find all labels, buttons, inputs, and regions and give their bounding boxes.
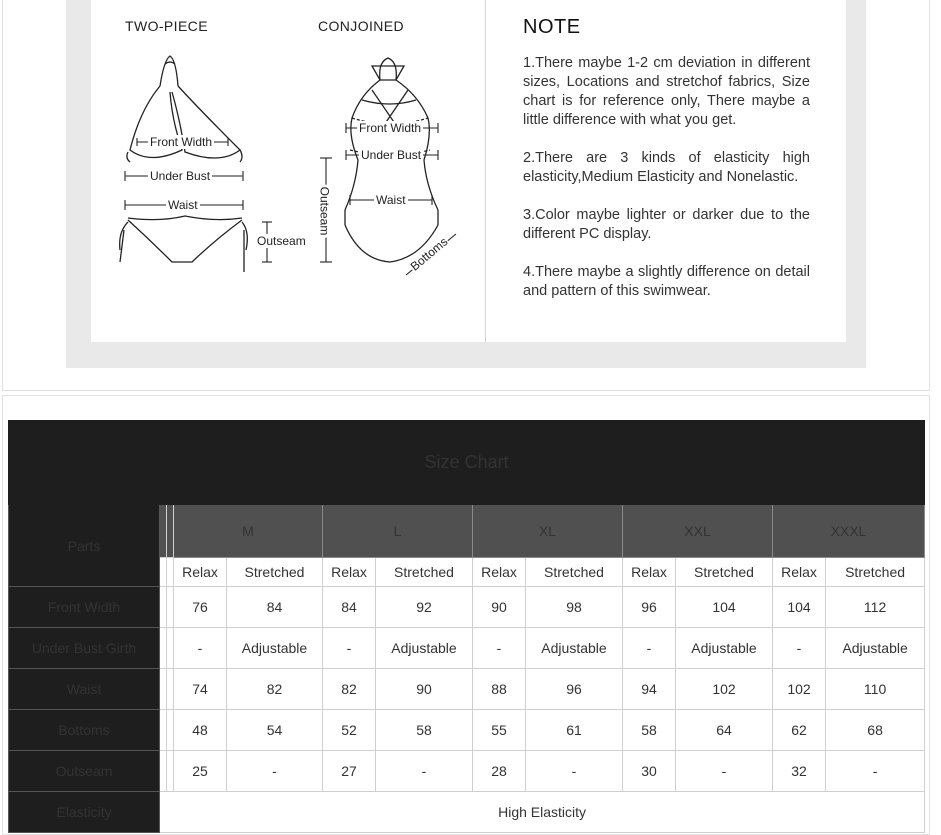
table-cell: 104	[676, 587, 773, 628]
header-spacer	[167, 505, 174, 558]
table-cell: Adjustable	[376, 628, 473, 669]
sub-header-stretched: Stretched	[826, 558, 925, 587]
row-label: Elasticity	[9, 792, 160, 833]
sub-spacer	[160, 558, 167, 587]
table-cell: 30	[623, 751, 676, 792]
size-header-xxxl: XXXL	[773, 505, 925, 558]
table-cell: -	[227, 751, 323, 792]
table-cell: 54	[227, 710, 323, 751]
table-cell: Adjustable	[676, 628, 773, 669]
table-cell: -	[826, 751, 925, 792]
table-cell: 102	[773, 669, 826, 710]
table-cell: 84	[323, 587, 376, 628]
row-spacer	[160, 628, 167, 669]
waist-label: Waist	[168, 198, 198, 212]
table-row	[9, 669, 925, 710]
sub-header-relax: Relax	[773, 558, 826, 587]
table-cell: 48	[174, 710, 227, 751]
table-cell: 110	[826, 669, 925, 710]
table-row	[9, 628, 925, 669]
table-cell: Adjustable	[826, 628, 925, 669]
table-cell: 112	[826, 587, 925, 628]
row-label: Waist	[9, 669, 160, 710]
note-item-3: 3.Color maybe lighter or darker due to the different PC display.	[523, 207, 810, 242]
table-cell: -	[623, 628, 676, 669]
table-cell: 96	[623, 587, 676, 628]
sub-header-relax: Relax	[323, 558, 376, 587]
table-cell: -	[676, 751, 773, 792]
note-title: NOTE	[523, 16, 581, 38]
table-cell: 28	[473, 751, 526, 792]
bikini-bottom-drawing	[120, 216, 248, 272]
row-spacer	[160, 669, 167, 710]
size-header-m: M	[174, 505, 323, 558]
note-item-2: 2.There are 3 kinds of elasticity high elasticity,Medium Elasticity and Nonelastic.	[523, 150, 810, 185]
parts-header: Parts	[9, 505, 160, 587]
row-spacer	[167, 710, 174, 751]
table-cell: -	[473, 628, 526, 669]
conjoined-outseam-label: Outseam	[317, 186, 332, 236]
row-spacer	[167, 628, 174, 669]
table-cell: 84	[227, 587, 323, 628]
table-cell: -	[323, 628, 376, 669]
table-cell: 25	[174, 751, 227, 792]
sub-header-stretched: Stretched	[227, 558, 323, 587]
conjoined-waist-label: Waist	[376, 193, 406, 207]
table-cell: 98	[526, 587, 623, 628]
header-spacer	[160, 505, 167, 558]
table-cell: 52	[323, 710, 376, 751]
row-spacer	[160, 751, 167, 792]
under-bust-label: Under Bust	[150, 169, 211, 183]
row-spacer	[167, 669, 174, 710]
bottoms-label: Bottoms	[407, 234, 451, 274]
table-row	[9, 751, 925, 792]
conjoined-front-width-label: Front Width	[359, 121, 422, 135]
table-row	[9, 792, 925, 833]
table-cell: Adjustable	[526, 628, 623, 669]
two-piece-title: TWO-PIECE	[125, 18, 208, 34]
table-cell: -	[773, 628, 826, 669]
sub-header-relax: Relax	[623, 558, 676, 587]
table-cell: 94	[623, 669, 676, 710]
table-cell: 82	[323, 669, 376, 710]
table-cell: 32	[773, 751, 826, 792]
note-item-1: 1.There maybe 1-2 cm deviation in different sizes, Locations and stretchof fabrics, Size chart is for reference only, There maybe a little difference with what you get.	[523, 55, 810, 128]
front-width-label: Front Width	[150, 135, 213, 149]
table-cell: 90	[473, 587, 526, 628]
table-cell: 64	[676, 710, 773, 751]
conjoined-title: CONJOINED	[318, 18, 405, 34]
table-cell: 74	[174, 669, 227, 710]
table-cell: 88	[473, 669, 526, 710]
swimwear-diagram	[110, 40, 470, 290]
table-cell: 27	[323, 751, 376, 792]
row-label: Front Width	[9, 587, 160, 628]
table-cell: 61	[526, 710, 623, 751]
table-row	[9, 587, 925, 628]
row-label: Outseam	[9, 751, 160, 792]
table-row	[9, 710, 925, 751]
row-spacer	[167, 587, 174, 628]
table-cell: 62	[773, 710, 826, 751]
size-chart-title: Size Chart	[9, 421, 925, 505]
outseam-label: Outseam	[257, 234, 306, 248]
size-header-xxl: XXL	[623, 505, 773, 558]
table-cell: 76	[174, 587, 227, 628]
table-cell: 104	[773, 587, 826, 628]
size-header-l: L	[323, 505, 473, 558]
table-cell: 96	[526, 669, 623, 710]
row-spacer	[160, 587, 167, 628]
table-cell: -	[526, 751, 623, 792]
table-cell: 58	[623, 710, 676, 751]
row-label: Under Bust Girth	[9, 628, 160, 669]
sub-header-relax: Relax	[174, 558, 227, 587]
sub-spacer	[167, 558, 174, 587]
table-cell: 92	[376, 587, 473, 628]
sub-header-relax: Relax	[473, 558, 526, 587]
row-spacer	[160, 710, 167, 751]
sub-header-stretched: Stretched	[526, 558, 623, 587]
note-item-4: 4.There maybe a slightly difference on detail and pattern of this swimwear.	[523, 264, 810, 299]
sub-header-stretched: Stretched	[376, 558, 473, 587]
table-cell: 55	[473, 710, 526, 751]
table-cell: 58	[376, 710, 473, 751]
row-spacer	[167, 751, 174, 792]
table-cell: Adjustable	[227, 628, 323, 669]
table-cell: 82	[227, 669, 323, 710]
size-header-xl: XL	[473, 505, 623, 558]
row-label: Bottoms	[9, 710, 160, 751]
table-cell: -	[376, 751, 473, 792]
table-cell: 102	[676, 669, 773, 710]
table-cell: 90	[376, 669, 473, 710]
elasticity-value: High Elasticity	[160, 792, 925, 833]
sub-header-stretched: Stretched	[676, 558, 773, 587]
figure-divider	[485, 0, 486, 342]
conjoined-under-bust-label: Under Bust	[361, 148, 422, 162]
table-cell: 68	[826, 710, 925, 751]
size-chart-table	[8, 420, 925, 833]
table-cell: -	[174, 628, 227, 669]
